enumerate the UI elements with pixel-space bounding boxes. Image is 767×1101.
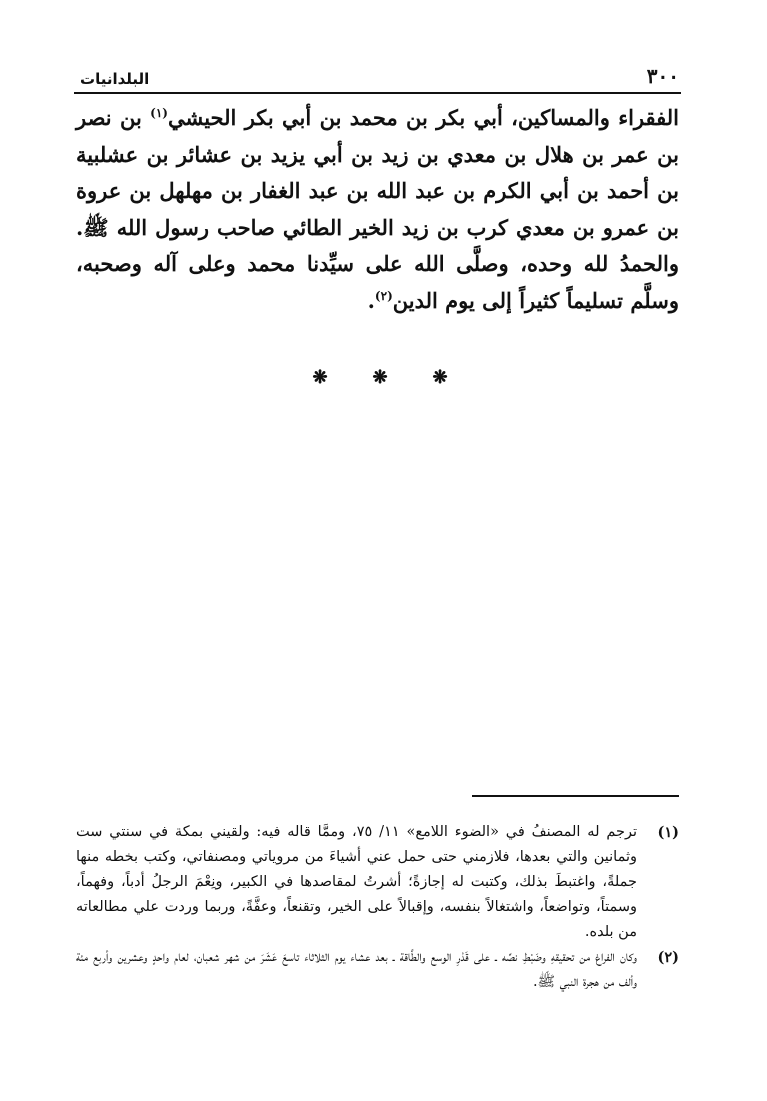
footnote-separator — [472, 795, 679, 797]
footnote-2 — [76, 945, 679, 995]
paragraph-text: الفقراء والمساكين، أبي بكر بن محمد بن أبي بكر الحيشي — [167, 105, 679, 130]
page-number: ٣٠٠ — [646, 64, 679, 88]
running-title: البلدانيات — [80, 70, 150, 88]
asterism-icon: ❋ — [432, 367, 448, 388]
asterism-icon: ❋ — [372, 367, 388, 388]
page-header — [80, 62, 679, 88]
footnote-text: ترجم له المصنفُ في «الضوء اللامع» ١١/ ٧٥، وممَّا قاله فيه: ولقيني بمكة في سنتي ست وثمانين والتي بعدها، فلازمني حتى حمل عني أشياءَ من مروياتي ومصنفاتي، وكتب بخطه منها جملةً، واغتبطَ بذلك، وكتبت له إجازةً؛ أشرتُ لمقاصدها في الكبير، ونِعْمَ الرجلُ أدباً، وفهماً، وسمتاً، وتواضعاً، واشتغالاً بنفسه، وإقبالاً على الخير، وتقنعاً، وعفَّةً، وربما وردت علي مطالعاته من بلده. — [76, 824, 637, 940]
header-rule — [74, 92, 681, 94]
footnotes — [76, 820, 679, 995]
main-paragraph — [76, 100, 679, 320]
main-text — [76, 100, 679, 320]
footnote-reference-1: (١) — [150, 106, 168, 120]
asterism-icon: ❋ — [312, 367, 328, 388]
footnote-number: (١) — [657, 824, 679, 841]
footnote-reference-2: (٢) — [374, 288, 393, 303]
paragraph-text-continued: بن نصر بن عمر بن هلال بن معدي بن زيد بن أبي يزيد بن عشائر بن عشلبية بن أحمد بن أبي الكرم بن عبد الله بن عبد الغفار بن مهلهل بن عروة بن عمرو بن معدي كرب بن زيد الخير الطائي صاحب رسول الله ﷺ. والحمدُ لله وحده، وصلَّى الله على سيِّدنا محمد وعلى آله وصحبه، وسلَّم تسليماً كثيراً إلى يوم الدين — [76, 105, 679, 313]
section-ornament — [300, 367, 460, 389]
footnote-number: (٢) — [657, 949, 679, 966]
footnote-text: وكان الفراغ من تحقيقهِ وضَبْطِ نصِّه ـ على قَدْرِ الوسع والطَّاقة ـ بعد عشاء يوم الثلاثاء تاسعَ عَشَرَ من شهر شعبان، لعام واحدٍ وعشرين وأربع مئة وألف من هجرة النبي ﷺ. — [76, 949, 637, 990]
paragraph-end: . — [367, 287, 375, 313]
footnote-1 — [76, 820, 679, 945]
